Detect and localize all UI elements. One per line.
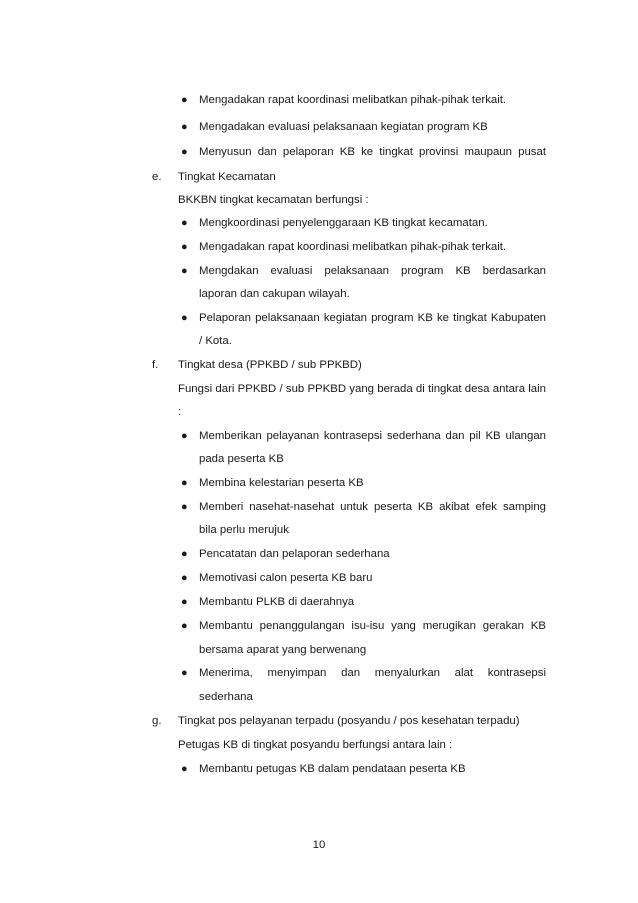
bullet-dot: ● bbox=[181, 241, 188, 253]
bullet-dot: ● bbox=[181, 146, 188, 158]
bullet-dot: ● bbox=[181, 265, 188, 277]
bullet-dot: ● bbox=[181, 572, 188, 584]
list-item-continuation: bersama aparat yang berwenang bbox=[199, 644, 367, 656]
bullet-dot: ● bbox=[181, 620, 188, 632]
bullet-dot: ● bbox=[181, 94, 188, 106]
bullet-dot: ● bbox=[181, 217, 188, 229]
section-heading: Tingkat pos pelayanan terpadu (posyandu / pos kesehatan terpadu) bbox=[178, 715, 520, 727]
bullet-dot: ● bbox=[181, 430, 188, 442]
list-item: Mengadakan rapat koordinasi melibatkan pihak-pihak terkait. bbox=[199, 241, 507, 253]
section-intro: Petugas KB di tingkat posyandu berfungsi antara lain : bbox=[178, 739, 453, 751]
list-item: Pencatatan dan pelaporan sederhana bbox=[199, 548, 390, 560]
list-item: Mengadakan evaluasi pelaksanaan kegiatan program KB bbox=[199, 121, 488, 133]
list-item: Menyusun dan pelaporan KB ke tingkat provinsi maupaun pusat bbox=[199, 146, 546, 158]
section-intro: BKKBN tingkat kecamatan berfungsi : bbox=[178, 194, 369, 206]
section-heading: Tingkat Kecamatan bbox=[178, 171, 276, 183]
bullet-dot: ● bbox=[181, 596, 188, 608]
bullet-dot: ● bbox=[181, 763, 188, 775]
section-marker: g. bbox=[152, 715, 162, 727]
section-marker: e. bbox=[152, 171, 162, 183]
list-item: Mengkoordinasi penyelenggaraan KB tingkat kecamatan. bbox=[199, 217, 488, 229]
section-intro: Fungsi dari PPKBD / sub PPKBD yang berada di tingkat desa antara lain bbox=[178, 383, 546, 395]
list-item: Memberi nasehat-nasehat untuk peserta KB akibat efek samping bbox=[199, 501, 546, 513]
list-item: Membantu petugas KB dalam pendataan peserta KB bbox=[199, 763, 466, 775]
list-item: Mengdakan evaluasi pelaksanaan program KB berdasarkan bbox=[199, 265, 546, 277]
list-item: Membina kelestarian peserta KB bbox=[199, 477, 364, 489]
list-item-continuation: laporan dan cakupan wilayah. bbox=[199, 288, 350, 300]
list-item: Menerima, menyimpan dan menyalurkan alat kontrasepsi bbox=[199, 667, 546, 679]
list-item: Memberikan pelayanan kontrasepsi sederhana dan pil KB ulangan bbox=[199, 430, 546, 442]
list-item-continuation: pada peserta KB bbox=[199, 453, 284, 465]
bullet-dot: ● bbox=[181, 501, 188, 513]
list-item: Memotivasi calon peserta KB baru bbox=[199, 572, 373, 584]
bullet-dot: ● bbox=[181, 312, 188, 324]
list-item-continuation: bila perlu merujuk bbox=[199, 524, 289, 536]
list-item: Pelaporan pelaksanaan kegiatan program KB ke tingkat Kabupaten bbox=[199, 312, 546, 324]
list-item-continuation: / Kota. bbox=[199, 335, 232, 347]
section-heading: Tingkat desa (PPKBD / sub PPKBD) bbox=[178, 359, 362, 371]
section-intro-continuation: : bbox=[178, 406, 182, 418]
bullet-dot: ● bbox=[181, 667, 188, 679]
list-item: Membantu penanggulangan isu-isu yang merugikan gerakan KB bbox=[199, 620, 546, 632]
section-marker: f. bbox=[152, 359, 159, 371]
bullet-dot: ● bbox=[181, 548, 188, 560]
list-item: Mengadakan rapat koordinasi melibatkan pihak-pihak terkait. bbox=[199, 94, 507, 106]
list-item: Membantu PLKB di daerahnya bbox=[199, 596, 355, 608]
page-number: 10 bbox=[312, 839, 326, 851]
bullet-dot: ● bbox=[181, 477, 188, 489]
bullet-dot: ● bbox=[181, 121, 188, 133]
list-item-continuation: sederhana bbox=[199, 691, 253, 703]
